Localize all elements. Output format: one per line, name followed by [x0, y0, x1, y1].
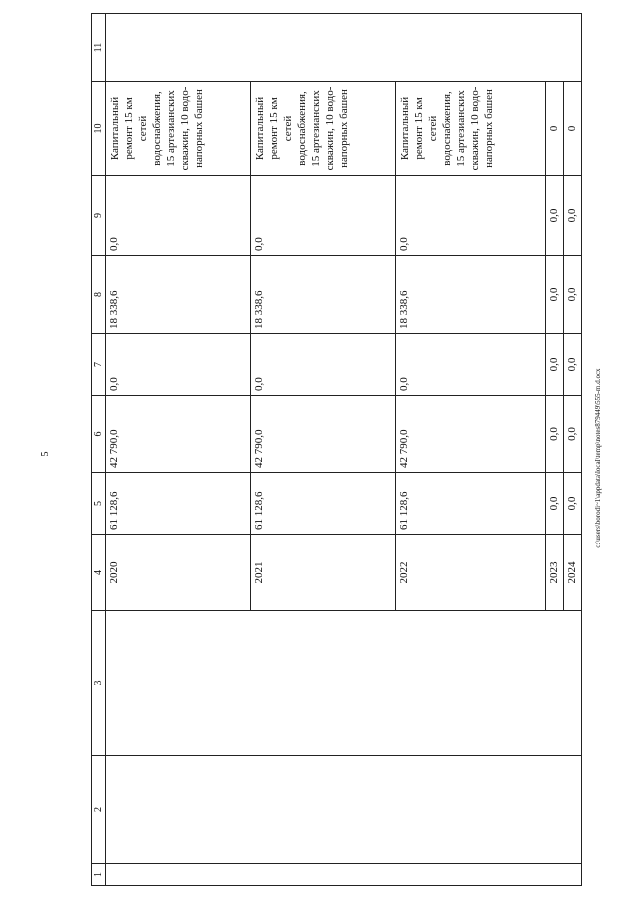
cell-value: 0,0: [564, 396, 582, 473]
cell-col11: [106, 14, 582, 82]
cell-value: 0,0: [396, 176, 546, 256]
cell-value: 0,0: [564, 334, 582, 396]
col-number: 1: [92, 864, 106, 886]
col-number: 8: [92, 256, 106, 334]
cell-col2: [106, 756, 582, 864]
footer-file-path-text: c:\users\borodi~1\appdata\local\temp\notes879449\555-m.d.ocx: [594, 368, 602, 548]
cell-value: 0,0: [564, 473, 582, 535]
col-number: 5: [92, 473, 106, 535]
cell-col3: [106, 611, 582, 756]
col-number: 11: [92, 14, 106, 82]
cell-description: Капитальный ремонт 15 км сетей водоснабжения, 15 артезианских скважин, 10 водо- напорных башен: [396, 82, 546, 176]
cell-value: 61 128,6: [396, 473, 546, 535]
cell-value: 42 790,0: [251, 396, 396, 473]
col-number: 10: [92, 82, 106, 176]
cell-description: 0: [564, 82, 582, 176]
cell-value: 0,0: [106, 334, 251, 396]
cell-value: 0,0: [251, 176, 396, 256]
cell-description: Капитальный ремонт 15 км сетей водоснабжения, 15 артезианских скважин, 10 водо- напорных башен: [106, 82, 251, 176]
page-number: 5: [40, 451, 51, 457]
cell-value: 61 128,6: [251, 473, 396, 535]
col-number: 3: [92, 611, 106, 756]
cell-description: 0: [546, 82, 564, 176]
cell-value: 0,0: [251, 334, 396, 396]
cell-value: 0,0: [546, 396, 564, 473]
cell-value: 0,0: [564, 176, 582, 256]
cell-value: 18 338,6: [251, 256, 396, 334]
cell-value: 42 790,0: [396, 396, 546, 473]
data-table-region: [91, 14, 580, 886]
cell-col1: [106, 864, 582, 886]
cell-value: 0,0: [564, 256, 582, 334]
cell-year: 2024: [564, 535, 582, 611]
cell-year: 2020: [106, 535, 251, 611]
cell-value: 0,0: [546, 256, 564, 334]
cell-value: 0,0: [396, 334, 546, 396]
col-number: 9: [92, 176, 106, 256]
cell-value: 18 338,6: [396, 256, 546, 334]
cell-year: 2022: [396, 535, 546, 611]
col-number: 6: [92, 396, 106, 473]
column-number-row: [92, 14, 106, 886]
cell-value: 18 338,6: [106, 256, 251, 334]
cell-description: Капитальный ремонт 15 км сетей водоснабжения, 15 артезианских скважин, 10 водо- напорных башен: [251, 82, 396, 176]
cell-year: 2021: [251, 535, 396, 611]
cell-value: 0,0: [546, 176, 564, 256]
data-table: [91, 13, 582, 886]
col-number: 4: [92, 535, 106, 611]
table-row: [106, 14, 251, 886]
cell-value: 61 128,6: [106, 473, 251, 535]
cell-value: 0,0: [546, 473, 564, 535]
cell-value: 42 790,0: [106, 396, 251, 473]
cell-value: 0,0: [546, 334, 564, 396]
cell-year: 2023: [546, 535, 564, 611]
cell-value: 0,0: [106, 176, 251, 256]
col-number: 2: [92, 756, 106, 864]
col-number: 7: [92, 334, 106, 396]
footer-file-path: [592, 368, 604, 548]
